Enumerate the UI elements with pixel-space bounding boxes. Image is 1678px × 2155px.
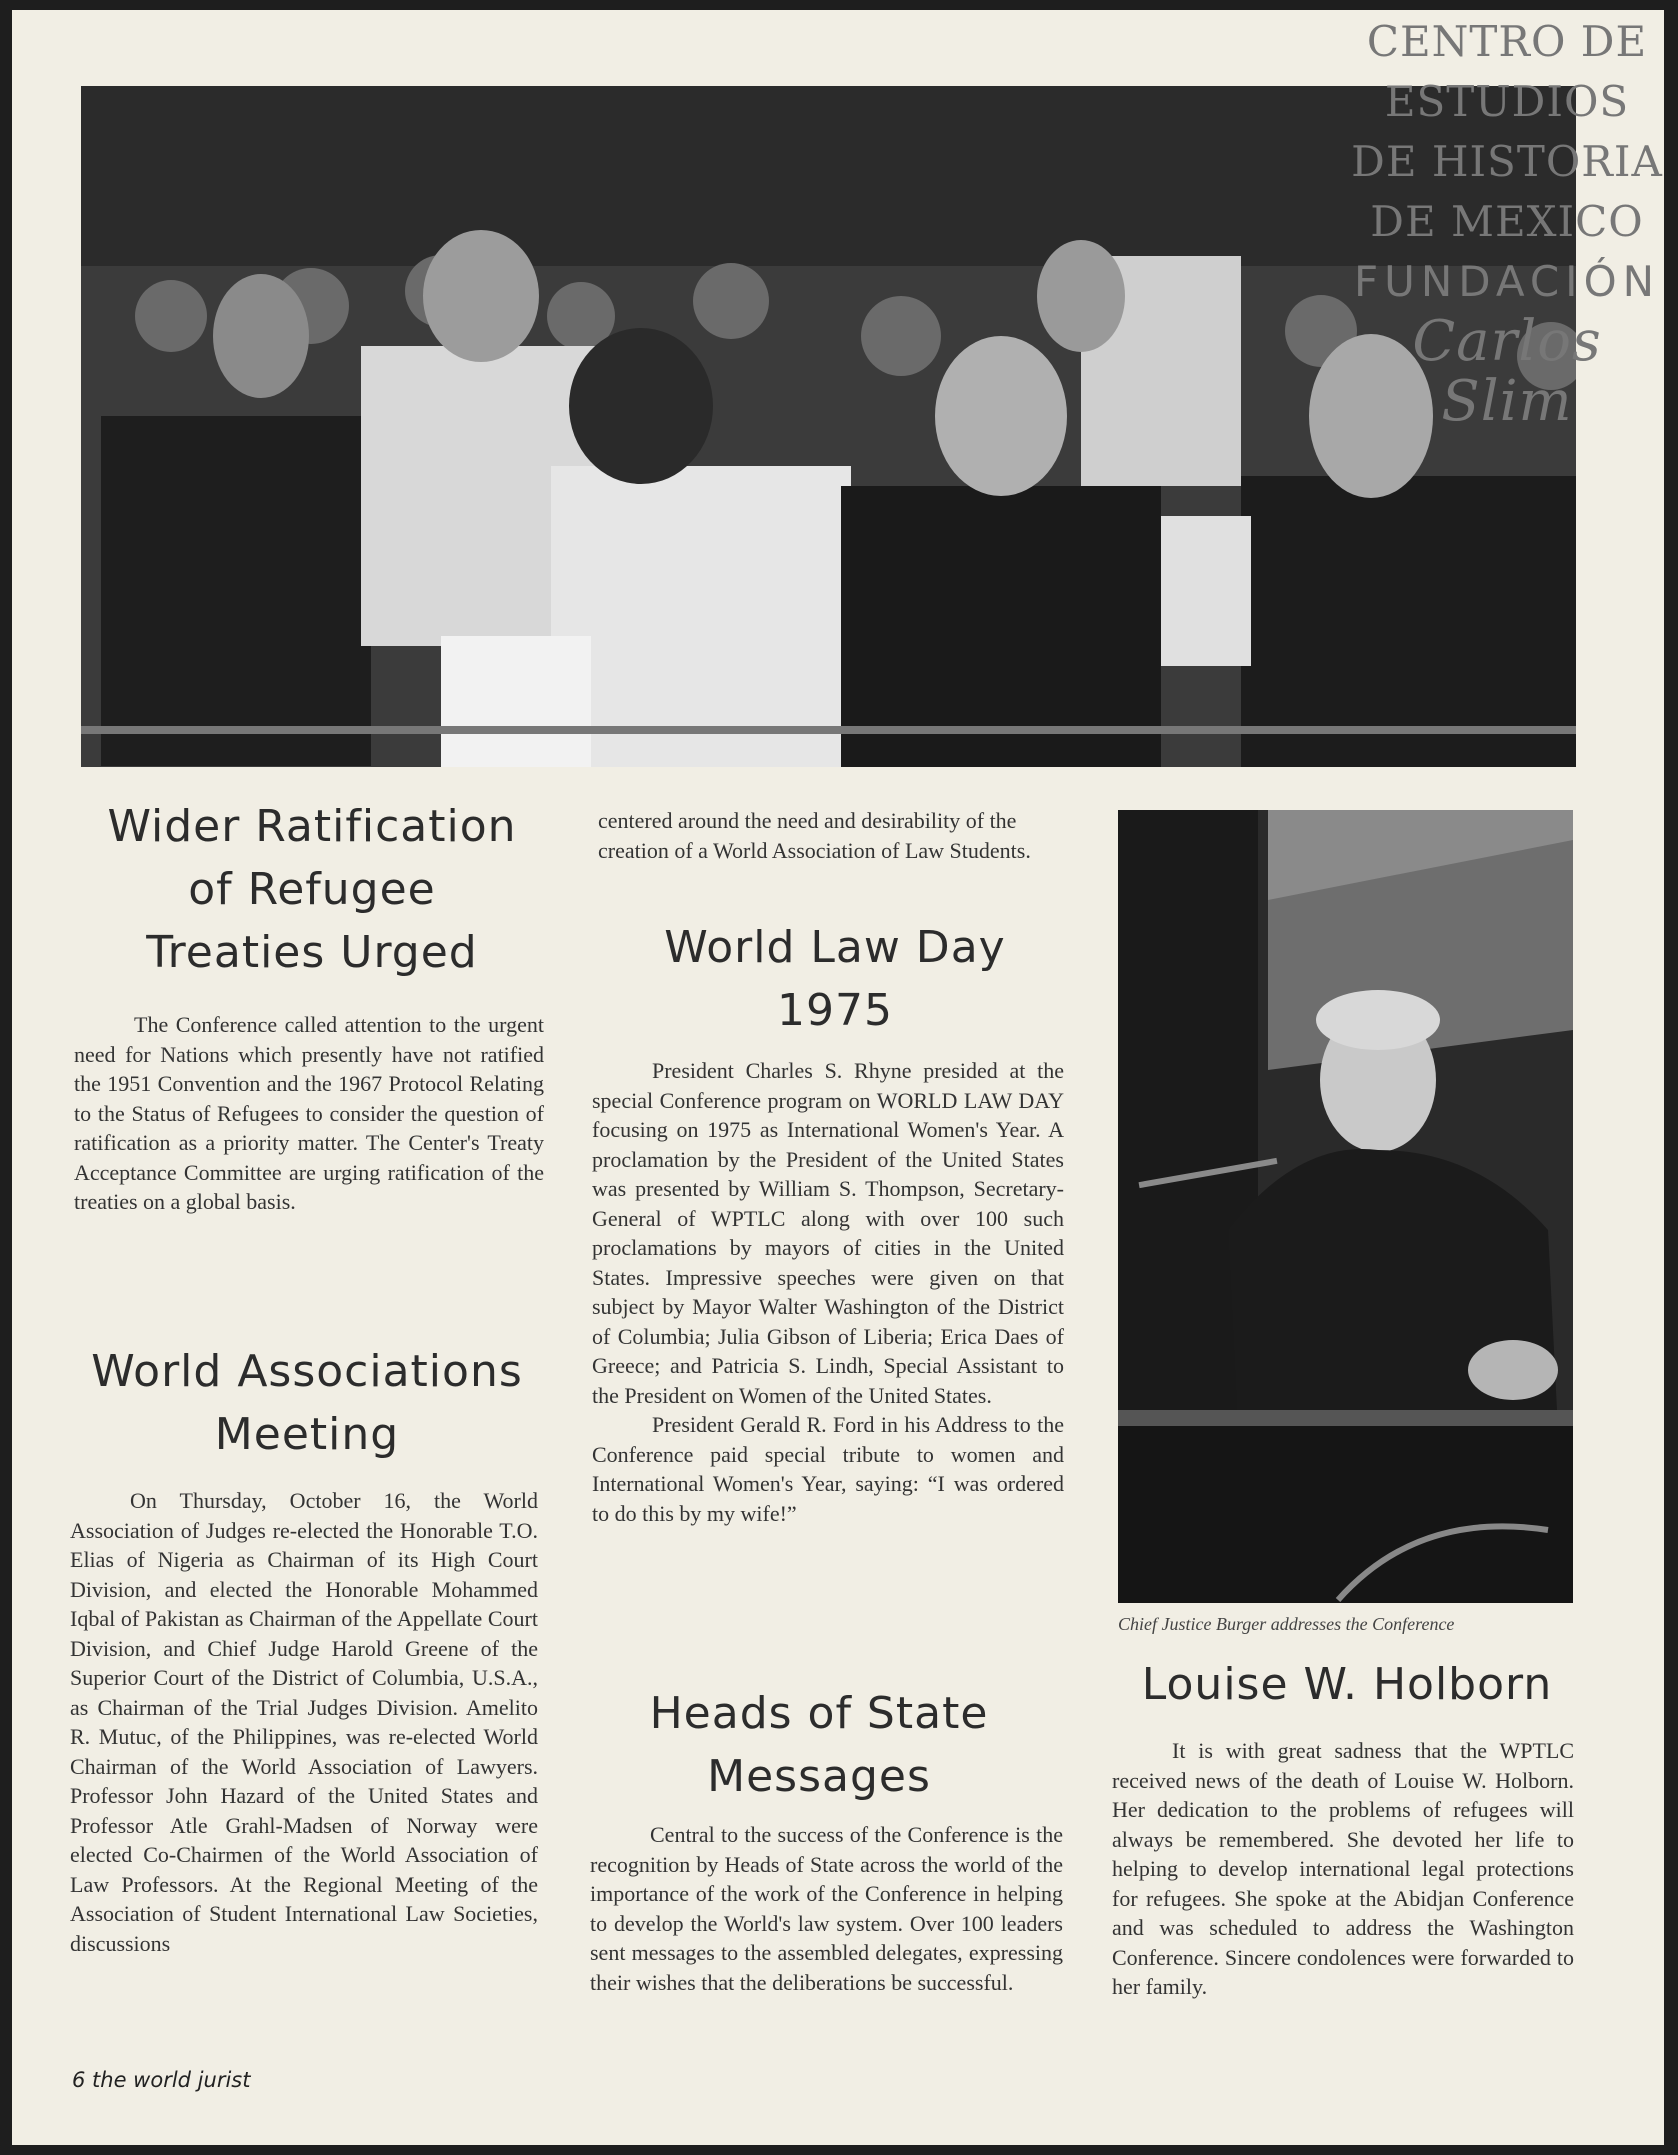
refugee-article-body: The Conference called attention to the urgent need for Nations which presently have not ratified the 1951 Convention and the 1967 Protocol Relating to the Status of Refugees to consider the question of ratification as a priority matter. The Center's Treaty Acceptance Committee are urging ratification of the treaties on a global basis. <box>74 1012 544 1214</box>
watermark-line-4: DE MEXICO <box>1370 197 1644 246</box>
heads-of-state-article-body: Central to the success of the Conference is the recognition by Heads of State across the world of the importance of the work of the Conference in helping to develop the World's law system. Over 100 leaders sent messages to the assembled delegates, expressing their wishes that the deliberations be successful. <box>590 1822 1063 1995</box>
watermark-line-1: CENTRO DE <box>1366 17 1648 66</box>
burger-photo <box>1118 810 1573 1603</box>
burger-photo-image <box>1118 810 1573 1603</box>
archive-watermark <box>1342 12 1672 434</box>
heading-refugee-treaties: Wider Ratification of Refugee Treaties Urged <box>107 801 517 978</box>
associations-article-body: On Thursday, October 16, the World Association of Judges re-elected the Honorable T.O. Elias of Nigeria as Chairman of its High Court Division, and elected the Honorable Mohammed Iqbal of Pakistan as Chairman of the Appellate Court Division, and Chief Judge Harold Greene of the Superior Court of the District of Columbia, U.S.A., as Chairman of the Trial Judges Division. Amelito R. Mutuc, of the Philippines, was re-elected World Chairman of the World Association of Lawyers. Professor John Hazard of the United States and Professor Atle Grahl-Madsen of Norway were elected Co-Chairmen of the World Association of Law Professors. At the Regional Meeting of the Association of Student International Law Societies, discussions <box>70 1488 538 1956</box>
watermark-line-3: DE HISTORIA <box>1351 137 1663 186</box>
watermark-line-5: FUNDACIÓN <box>1353 257 1661 306</box>
watermark-signature: Carlos Slim <box>1412 309 1602 434</box>
law-day-article-body: President Charles S. Rhyne presided at the special Conference program on WORLD LAW DAY focusing on 1975 as International Women's Year. A proclamation by the President of the United States was presented by William S. Thompson, Secretary-General of WPTLC along with over 100 such proclamations by mayors of cities in the United States. Impressive speeches were given on that subject by Mayor Walter Washington of the District of Columbia; Julia Gibson of Liberia; Erica Daes of Greece; and Patricia S. Lindh, Special Assistant to the President on Women of the United States. President Gerald R. Ford in his Address to the Conference paid special tribute to women and International Women's Year, saying: “I was ordered to do this by my wife!” <box>592 1058 1064 1526</box>
watermark-line-2: ESTUDIOS <box>1384 77 1630 126</box>
holborn-article-body: It is with great sadness that the WPTLC received news of the death of Louise W. Holborn. Her dedication to the problems of refugees will always be remembered. She devoted her life to helping to develop international legal protections for refugees. She spoke at the Abidjan Conference and was scheduled to address the Washington Conference. Sincere condolences were forwarded to her family. <box>1112 1738 1574 1999</box>
photo-caption: Chief Justice Burger addresses the Conference <box>1118 1614 1455 1634</box>
heading-world-associations: World Associations Meeting <box>91 1346 523 1460</box>
heading-louise-holborn: Louise W. Holborn <box>1141 1659 1553 1710</box>
continuation-text: centered around the need and desirability of the creation of a World Association of Law Students. <box>598 808 1031 863</box>
heading-heads-of-state: Heads of State Messages <box>649 1688 989 1802</box>
heading-world-law-day: World Law Day 1975 <box>664 922 1006 1036</box>
magazine-page <box>12 10 1664 2145</box>
page-footer: 6 the world jurist <box>72 2068 251 2092</box>
